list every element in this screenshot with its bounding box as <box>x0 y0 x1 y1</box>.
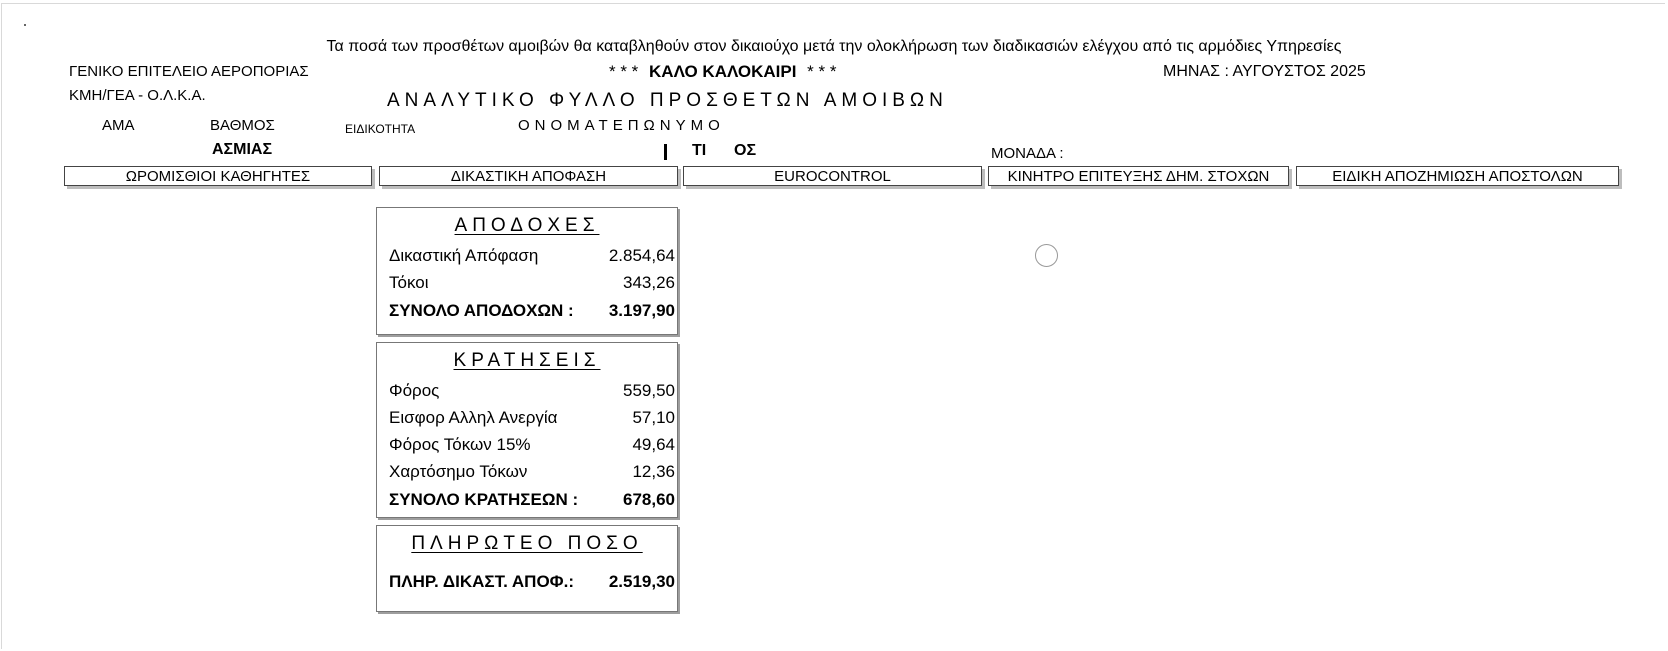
name-value-part2: ΟΣ <box>734 142 757 159</box>
deductions-total-value: 678,60 <box>623 490 675 509</box>
greeting-banner <box>609 62 836 82</box>
tab-court-decision[interactable]: ΔΙΚΑΣΤΙΚΗ ΑΠΟΦΑΣΗ <box>379 166 678 186</box>
tab-eurocontrol[interactable]: EUROCONTROL <box>683 166 982 186</box>
document-title: ΑΝΑΛΥΤΙΚΟ ΦΥΛΛΟ ΠΡΟΣΘΕΤΩΝ ΑΜΟΙΒΩΝ <box>387 90 948 111</box>
deductions-row-value: 559,50 <box>623 381 675 400</box>
redaction-mark <box>664 144 667 160</box>
earnings-total-row <box>389 301 675 323</box>
earnings-total-value: 3.197,90 <box>608 301 675 320</box>
tab-special-mission-compensation[interactable]: ΕΙΔΙΚΗ ΑΠΟΖΗΜΙΩΣΗ ΑΠΟΣΤΟΛΩΝ <box>1296 166 1619 186</box>
name-value-part1: ΤΙ <box>692 142 707 159</box>
deductions-row <box>389 435 675 457</box>
payable-panel <box>376 525 678 612</box>
unit-label: ΜΟΝΑΔΑ : <box>991 145 1064 162</box>
earnings-title: ΑΠΟΔΟΧΕΣ <box>454 215 600 236</box>
tab-hourly-teachers[interactable]: ΩΡΟΜΙΣΘΙΟΙ ΚΑΘΗΓΗΤΕΣ <box>64 166 372 186</box>
rank-value: ΑΣΜΙΑΣ <box>212 141 273 158</box>
earnings-row <box>389 246 675 268</box>
payment-notice: Τα ποσά των προσθέτων αμοιβών θα καταβληθούν στον δικαιούχο μετά την ολοκλήρωση των διαδικασιών ελέγχου από τις αρμόδιες Υπηρεσίες <box>326 38 1342 55</box>
rank-label: ΒΑΘΜΟΣ <box>210 117 275 134</box>
deductions-title: ΚΡΑΤΗΣΕΙΣ <box>453 350 601 371</box>
deductions-row-value: 49,64 <box>632 435 675 454</box>
org-name: ΓΕΝΙΚΟ ΕΠΙΤΕΛΕΙΟ ΑΕΡΟΠΟΡΙΑΣ <box>69 63 309 80</box>
earnings-row-label: Τόκοι <box>389 273 429 292</box>
deductions-row <box>389 408 675 430</box>
deductions-row-value: 12,36 <box>632 462 675 481</box>
payable-label: ΠΛΗΡ. ΔΙΚΑΣΤ. ΑΠΟΦ.: <box>389 572 575 591</box>
specialty-label: ΕΙΔΙΚΟΤΗΤΑ <box>345 122 416 136</box>
deductions-row-label: Φόρος Τόκων 15% <box>389 435 531 454</box>
cursor-ring-icon <box>1035 244 1058 267</box>
greeting-suffix: * * * <box>807 62 837 81</box>
corner-dot <box>24 24 26 26</box>
payable-value: 2.519,30 <box>608 572 675 591</box>
greeting-prefix: * * * <box>609 62 639 81</box>
ama-label: ΑΜΑ <box>102 117 135 134</box>
deductions-row-label: Εισφορ Αλληλ Ανεργία <box>389 408 558 427</box>
deductions-row <box>389 462 675 484</box>
earnings-row <box>389 273 675 295</box>
deductions-row-label: Φόρος <box>389 381 440 400</box>
deductions-total-row <box>389 490 675 512</box>
earnings-total-label: ΣΥΝΟΛΟ ΑΠΟΔΟΧΩΝ : <box>389 301 574 320</box>
payable-row <box>389 572 675 594</box>
deductions-row <box>389 381 675 403</box>
full-name-label: ΟΝΟΜΑΤΕΠΩΝΥΜΟ <box>518 117 725 134</box>
deductions-panel <box>376 342 678 518</box>
deductions-total-label: ΣΥΝΟΛΟ ΚΡΑΤΗΣΕΩΝ : <box>389 490 579 509</box>
org-department: ΚΜΗ/ΓΕΑ - Ο.Λ.Κ.Α. <box>69 87 206 104</box>
tab-target-incentive[interactable]: ΚΙΝΗΤΡΟ ΕΠΙΤΕΥΞΗΣ ΔΗΜ. ΣΤΟΧΩΝ <box>988 166 1289 186</box>
payable-title: ΠΛΗΡΩΤΕΟ ΠΟΣΟ <box>411 533 643 554</box>
earnings-panel <box>376 207 678 335</box>
earnings-row-label: Δικαστική Απόφαση <box>389 246 539 265</box>
greeting-text: ΚΑΛΟ ΚΑΛΟΚΑΙΡΙ <box>649 62 797 81</box>
month-label: ΜΗΝΑΣ : ΑΥΓΟΥΣΤΟΣ 2025 <box>1163 63 1366 80</box>
deductions-row-label: Χαρτόσημο Τόκων <box>389 462 528 481</box>
deductions-row-value: 57,10 <box>632 408 675 427</box>
earnings-row-value: 343,26 <box>623 273 675 292</box>
earnings-row-value: 2.854,64 <box>608 246 675 265</box>
